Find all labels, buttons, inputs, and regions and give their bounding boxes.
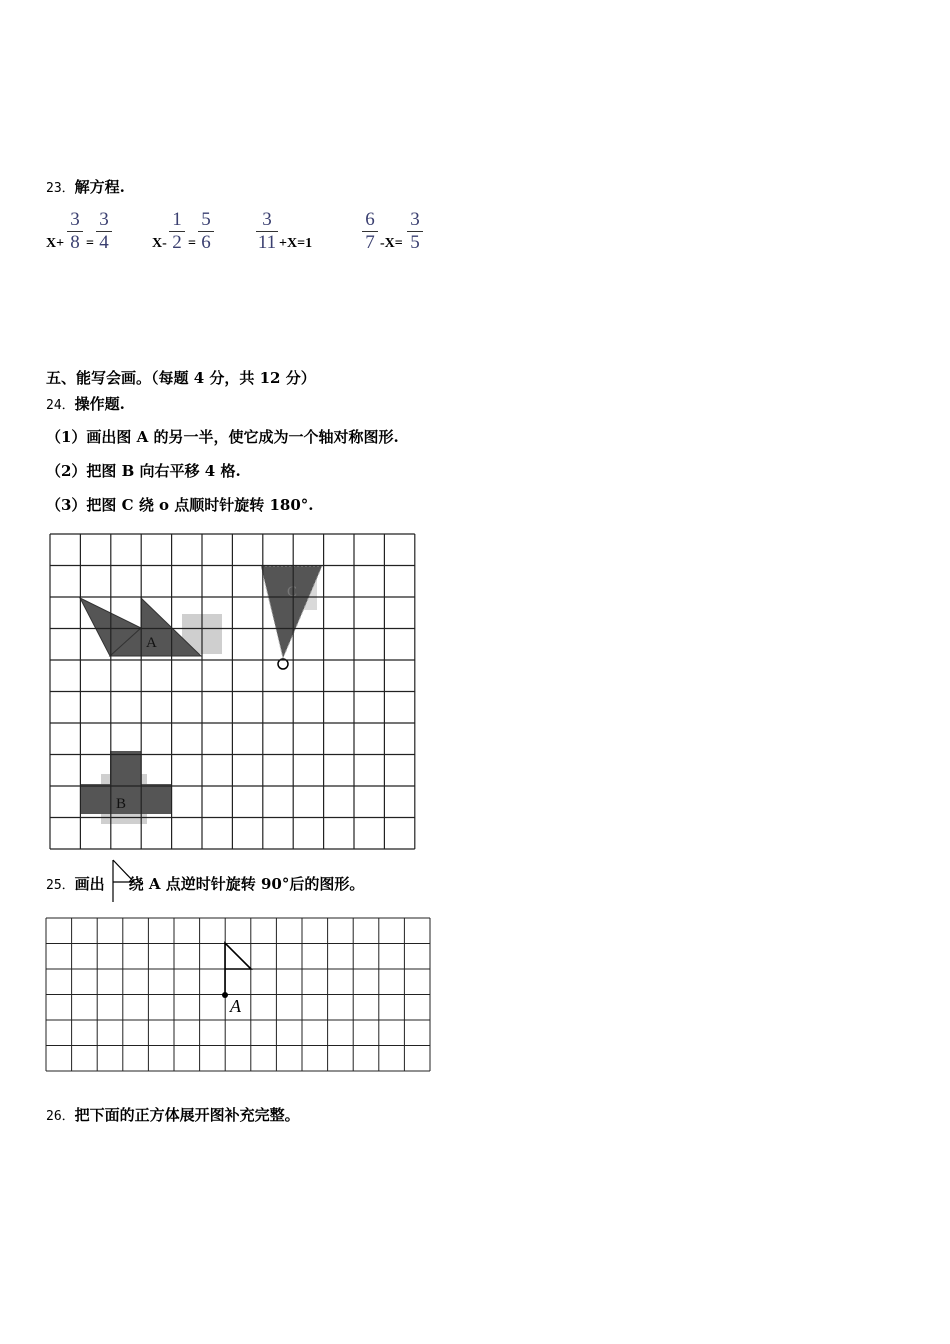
grid-lines-2 — [46, 918, 430, 1071]
q25-line — [46, 875, 364, 895]
q25-text-before: 画出 — [74, 875, 105, 893]
eq3-suffix: +X=1 — [279, 236, 313, 251]
q24-grid-figure — [45, 526, 425, 852]
eq2-fraction-2 — [198, 210, 214, 253]
eq2-fraction-1 — [169, 210, 185, 253]
q25-text-after: 绕 A 点逆时针旋转 90°后的图形。 — [128, 875, 365, 893]
label-b: B — [116, 796, 127, 812]
q24-title: 操作题. — [74, 395, 125, 413]
q25-number: 25． — [46, 878, 75, 893]
eq1-fraction-2 — [96, 210, 112, 253]
eq4-f2-numerator: 3 — [410, 209, 420, 230]
eq1-fraction-1 — [67, 210, 83, 253]
eq4-mid: -X= — [380, 236, 403, 251]
eq3-fraction-1 — [256, 210, 278, 253]
eq4-fraction-2 — [407, 210, 423, 253]
eq2-prefix: X- — [152, 236, 167, 251]
shape-c — [261, 566, 322, 658]
eq4-f1-numerator: 6 — [365, 209, 375, 230]
q26-text: 把下面的正方体展开图补充完整。 — [74, 1106, 300, 1124]
q25-flag-shape — [225, 943, 251, 995]
q24-item-3: （3）把图 C 绕 o 点顺时针旋转 180°. — [46, 496, 314, 514]
eq1-f1-numerator: 3 — [70, 209, 80, 230]
label-c: C — [287, 584, 298, 600]
q25-inline-flag-icon — [112, 860, 138, 904]
q23-title: 解方程. — [74, 178, 125, 196]
eq4-fraction-1 — [362, 210, 378, 253]
eq3-f1-numerator: 3 — [262, 209, 272, 230]
eq2-equals: = — [188, 236, 196, 251]
q24-item-2: （2）把图 B 向右平移 4 格. — [46, 462, 241, 480]
point-a-dot — [222, 992, 228, 998]
q25-point-label: A — [230, 996, 241, 1016]
eq3-f1-denominator: 11 — [257, 232, 277, 253]
eq1-f1-denominator: 8 — [70, 232, 80, 253]
q26-number: 26． — [46, 1109, 75, 1124]
q24-item-1: （1）画出图 A 的另一半，使它成为一个轴对称图形. — [46, 428, 399, 446]
eq1-f2-numerator: 3 — [99, 209, 109, 230]
q23-number: 23． — [46, 181, 75, 196]
q25-grid-figure — [45, 917, 431, 1073]
q23-heading — [46, 178, 125, 198]
label-a: A — [146, 635, 157, 651]
eq2-f1-denominator: 2 — [172, 232, 182, 253]
section-5-heading: 五、能写会画。（每题 4 分，共 12 分） — [46, 369, 316, 387]
eq1-f2-denominator: 4 — [99, 232, 109, 253]
q26-line — [46, 1106, 300, 1126]
eq2-f2-numerator: 5 — [201, 209, 211, 230]
eq2-f2-denominator: 6 — [201, 232, 211, 253]
eq1-equals: = — [86, 236, 94, 251]
eq1-prefix: X+ — [46, 236, 65, 251]
q24-heading — [46, 395, 125, 415]
q24-number: 24． — [46, 398, 75, 413]
eq2-f1-numerator: 1 — [172, 209, 182, 230]
eq4-f2-denominator: 5 — [410, 232, 420, 253]
eq4-f1-denominator: 7 — [365, 232, 375, 253]
